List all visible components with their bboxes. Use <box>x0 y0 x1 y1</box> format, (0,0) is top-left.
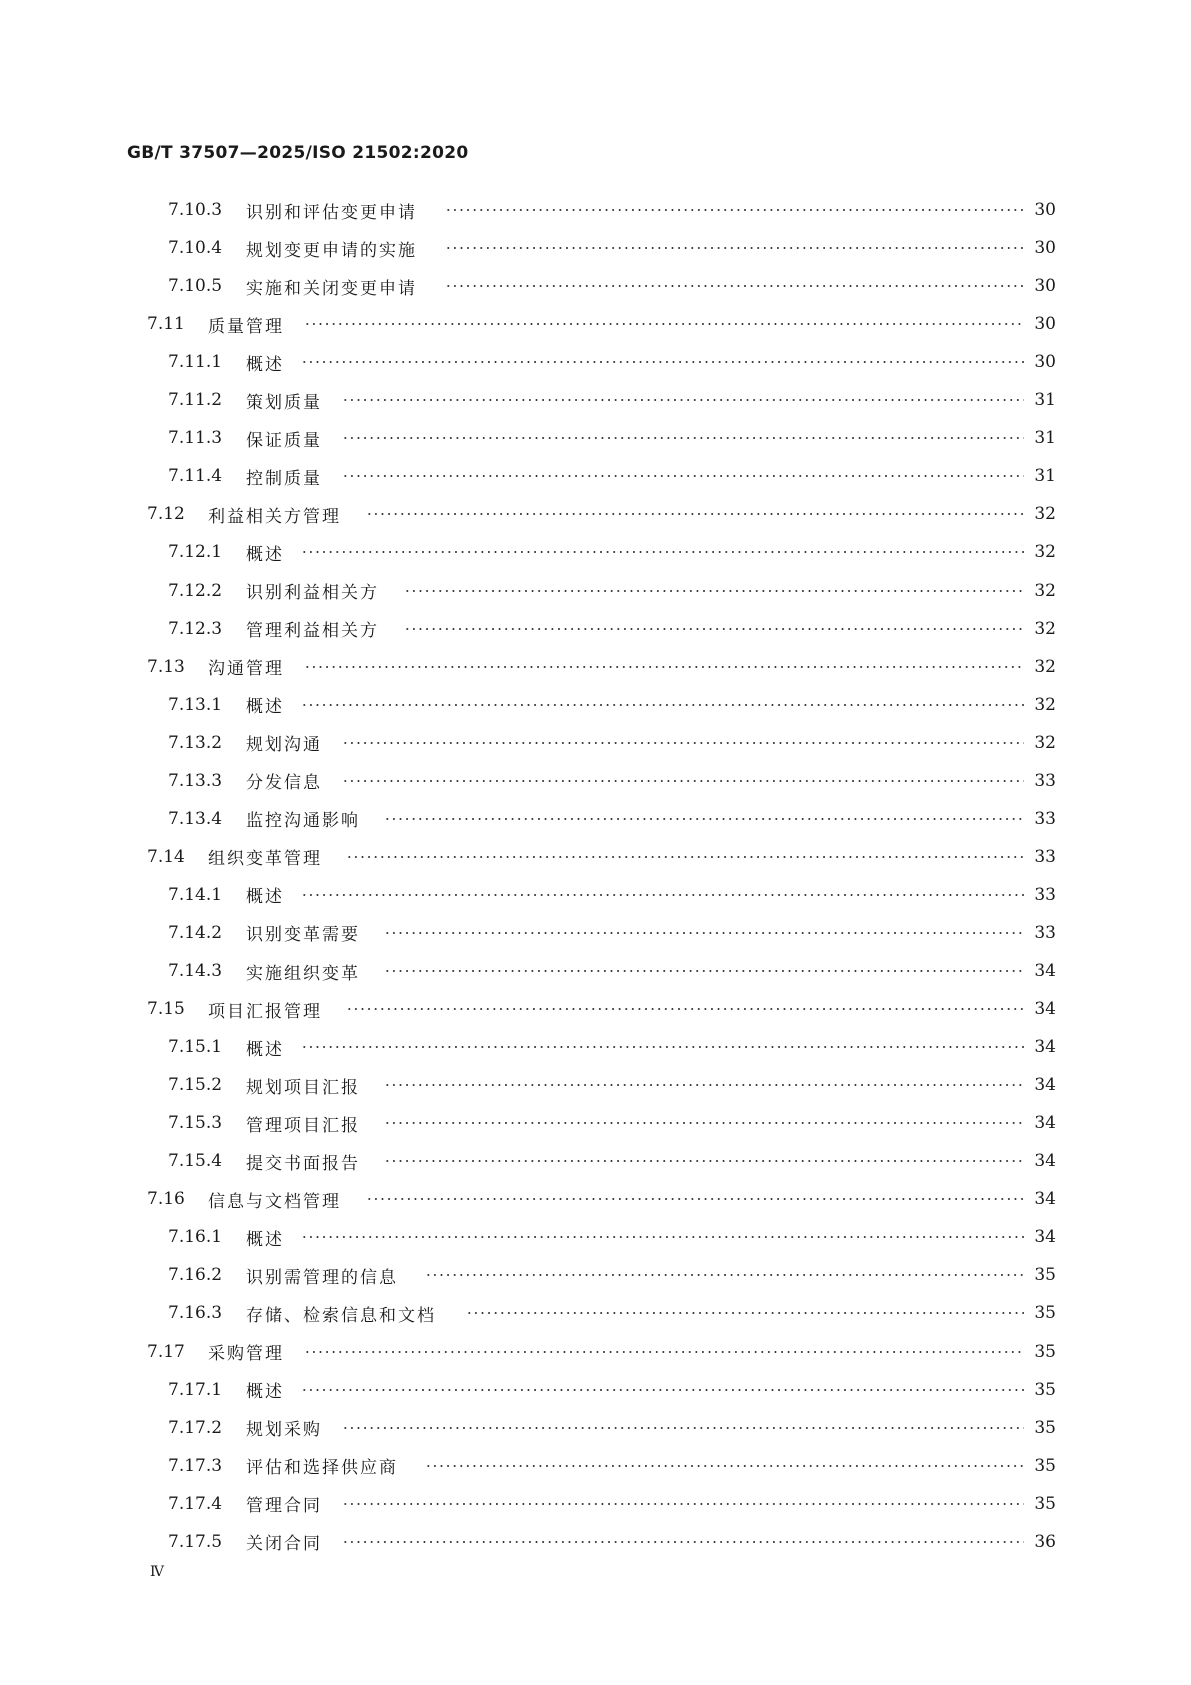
toc-entry[interactable] <box>0 610 1191 648</box>
toc-entry[interactable] <box>0 1333 1191 1371</box>
toc-entry-title: 沟通管理 <box>208 659 284 680</box>
toc-dot-leader <box>384 1160 1024 1162</box>
toc-entry-title: 关闭合同 <box>246 1534 322 1555</box>
toc-entry-number: 7.14.2 <box>168 922 223 943</box>
toc-dot-leader <box>304 1351 1024 1353</box>
toc-entry-title: 概述 <box>246 1382 284 1403</box>
toc-entry[interactable] <box>0 533 1191 571</box>
toc-entry-page: 34 <box>1034 1037 1056 1058</box>
toc-entry-number: 7.14.3 <box>168 961 223 981</box>
toc-dot-leader <box>342 742 1024 744</box>
toc-entry-page: 34 <box>1034 999 1056 1020</box>
toc-entry-number: 7.16.1 <box>168 1227 223 1248</box>
toc-entry-page: 30 <box>1034 200 1056 220</box>
toc-entry-page: 32 <box>1034 542 1056 563</box>
toc-dot-leader <box>425 1274 1024 1276</box>
toc-entry[interactable] <box>0 1104 1191 1142</box>
toc-entry-page: 35 <box>1034 1303 1056 1324</box>
toc-entry-title: 概述 <box>246 697 284 718</box>
toc-entry-number: 7.14 <box>147 846 185 867</box>
toc-entry-title: 项目汇报管理 <box>208 1001 322 1022</box>
toc-dot-leader <box>425 1465 1024 1467</box>
toc-entry-page: 33 <box>1034 846 1056 867</box>
toc-entry-page: 35 <box>1034 1493 1056 1514</box>
toc-dot-leader <box>342 437 1024 439</box>
toc-entry-page: 34 <box>1034 1113 1056 1134</box>
toc-entry-number: 7.15 <box>147 999 185 1020</box>
toc-entry-number: 7.12.2 <box>168 580 223 601</box>
toc-entry-number: 7.11.1 <box>168 352 223 373</box>
toc-entry-number: 7.13.3 <box>168 770 223 791</box>
toc-entry-title: 规划采购 <box>246 1420 322 1441</box>
toc-entry-title: 管理利益相关方 <box>246 621 379 642</box>
toc-entry-title: 识别利益相关方 <box>246 583 379 603</box>
toc-dot-leader <box>366 1198 1024 1200</box>
toc-dot-leader <box>384 818 1024 820</box>
toc-dot-leader <box>301 1236 1024 1238</box>
toc-entry-page: 32 <box>1034 694 1056 715</box>
toc-entry-page: 32 <box>1034 580 1056 601</box>
toc-entry[interactable] <box>0 648 1191 686</box>
toc-entry[interactable] <box>0 914 1191 952</box>
toc-entry[interactable] <box>0 876 1191 914</box>
toc-dot-leader <box>301 551 1024 553</box>
toc-entry-title: 概述 <box>246 354 284 375</box>
toc-dot-leader <box>342 1541 1024 1543</box>
toc-entry[interactable] <box>0 495 1191 533</box>
toc-entry-number: 7.15.2 <box>168 1075 223 1096</box>
toc-entry-page: 30 <box>1034 238 1056 259</box>
toc-entry-number: 7.15.3 <box>168 1113 223 1134</box>
toc-entry-number: 7.11.2 <box>168 390 223 411</box>
toc-entry[interactable] <box>0 990 1191 1028</box>
toc-entry[interactable] <box>0 1294 1191 1332</box>
toc-entry-page: 34 <box>1034 1189 1056 1210</box>
toc-entry[interactable] <box>0 457 1191 495</box>
toc-entry[interactable] <box>0 191 1191 229</box>
toc-dot-leader <box>342 475 1024 477</box>
toc-entry-title: 策划质量 <box>246 392 322 413</box>
toc-entry-number: 7.16.3 <box>168 1303 223 1324</box>
toc-entry-page: 31 <box>1034 390 1056 411</box>
toc-dot-leader <box>346 1008 1024 1010</box>
toc-entry-title: 概述 <box>246 1229 284 1250</box>
toc-entry-page: 32 <box>1034 656 1056 677</box>
toc-entry[interactable] <box>0 686 1191 724</box>
toc-dot-leader <box>366 513 1024 515</box>
toc-entry-number: 7.17.3 <box>168 1455 223 1476</box>
toc-entry[interactable] <box>0 381 1191 419</box>
toc-entry-title: 实施和关闭变更申请 <box>246 278 417 299</box>
toc-entry-title: 识别和评估变更申请 <box>246 202 417 223</box>
toc-entry[interactable] <box>0 572 1191 610</box>
toc-dot-leader <box>384 932 1024 934</box>
toc-entry-title: 控制质量 <box>246 468 322 489</box>
toc-entry-number: 7.17.4 <box>168 1493 223 1514</box>
standard-code-header: GB/T 37507—2025/ISO 21502:2020 <box>127 143 469 163</box>
page-number-footer: Ⅳ <box>150 1564 164 1580</box>
toc-entry-title: 实施组织变革 <box>246 963 360 984</box>
toc-entry[interactable] <box>0 1180 1191 1218</box>
toc-entry-title: 存储、检索信息和文档 <box>246 1305 436 1326</box>
toc-entry-page: 35 <box>1034 1379 1056 1400</box>
toc-entry[interactable] <box>0 800 1191 838</box>
toc-entry-page: 30 <box>1034 352 1056 373</box>
toc-entry-number: 7.12.3 <box>168 618 223 639</box>
toc-dot-leader <box>445 209 1024 211</box>
toc-entry-page: 30 <box>1034 314 1056 335</box>
toc-dot-leader <box>342 399 1024 401</box>
toc-dot-leader <box>301 1046 1024 1048</box>
toc-dot-leader <box>384 1084 1024 1086</box>
toc-entry[interactable] <box>0 1485 1191 1523</box>
toc-entry-page: 32 <box>1034 504 1056 525</box>
toc-entry-page: 35 <box>1034 1265 1056 1286</box>
toc-entry-page: 35 <box>1034 1341 1056 1362</box>
toc-entry-page: 32 <box>1034 732 1056 753</box>
toc-entry-number: 7.16.2 <box>168 1265 223 1286</box>
toc-dot-leader <box>342 1427 1024 1429</box>
toc-entry[interactable] <box>0 1256 1191 1294</box>
toc-entry-page: 33 <box>1034 884 1056 905</box>
toc-dot-leader <box>301 1389 1024 1391</box>
toc-entry[interactable] <box>0 1371 1191 1409</box>
toc-entry[interactable] <box>0 343 1191 381</box>
toc-entry-number: 7.17 <box>147 1341 185 1362</box>
toc-dot-leader <box>304 666 1024 668</box>
toc-entry[interactable] <box>0 838 1191 876</box>
toc-entry-number: 7.14.1 <box>168 884 223 905</box>
toc-entry[interactable] <box>0 1409 1191 1447</box>
toc-dot-leader <box>301 704 1024 706</box>
toc-entry-title: 识别需管理的信息 <box>246 1267 398 1288</box>
toc-entry-title: 质量管理 <box>208 316 284 337</box>
toc-entry-number: 7.13.1 <box>168 694 223 715</box>
toc-dot-leader <box>404 628 1024 630</box>
toc-dot-leader <box>304 323 1024 325</box>
toc-entry-number: 7.16 <box>147 1189 185 1210</box>
toc-entry-number: 7.17.1 <box>168 1379 223 1400</box>
toc-entry-number: 7.11.4 <box>168 466 223 487</box>
toc-dot-leader <box>445 285 1024 287</box>
toc-dot-leader <box>445 247 1024 249</box>
toc-entry-title: 规划项目汇报 <box>246 1077 360 1098</box>
toc-dot-leader <box>404 590 1024 592</box>
toc-entry-page: 31 <box>1034 428 1056 449</box>
toc-entry-title: 规划沟通 <box>246 735 322 756</box>
toc-entry-page: 33 <box>1034 808 1056 829</box>
toc-dot-leader <box>301 361 1024 363</box>
toc-entry-page: 34 <box>1034 1151 1056 1172</box>
toc-dot-leader <box>346 856 1024 858</box>
toc-entry-title: 保证质量 <box>246 430 322 451</box>
toc-entry-number: 7.12.1 <box>168 542 223 563</box>
toc-entry-title: 监控沟通影响 <box>246 811 360 832</box>
toc-entry-page: 35 <box>1034 1455 1056 1476</box>
toc-entry-title: 管理合同 <box>246 1496 322 1517</box>
toc-entry[interactable] <box>0 1447 1191 1485</box>
toc-entry-page: 35 <box>1034 1417 1056 1438</box>
toc-entry-title: 管理项目汇报 <box>246 1115 360 1136</box>
toc-entry[interactable] <box>0 267 1191 305</box>
toc-entry-number: 7.13.4 <box>168 808 223 829</box>
toc-entry[interactable] <box>0 1066 1191 1104</box>
toc-entry-title: 分发信息 <box>246 773 322 794</box>
toc-entry-number: 7.13 <box>147 656 185 677</box>
toc-dot-leader <box>384 1122 1024 1124</box>
toc-entry-number: 7.13.2 <box>168 732 223 753</box>
toc-entry-title: 概述 <box>246 544 284 565</box>
toc-entry-number: 7.11.3 <box>168 428 223 449</box>
toc-entry-number: 7.15.1 <box>168 1037 223 1058</box>
toc-entry[interactable] <box>0 1028 1191 1066</box>
toc-entry-page: 34 <box>1034 961 1056 981</box>
toc-entry-page: 30 <box>1034 276 1056 297</box>
toc-entry[interactable] <box>0 1142 1191 1180</box>
toc-entry-title: 采购管理 <box>208 1344 284 1364</box>
toc-entry-number: 7.17.2 <box>168 1417 223 1438</box>
toc-entry[interactable] <box>0 724 1191 762</box>
toc-entry-title: 规划变更申请的实施 <box>246 240 417 261</box>
toc-entry-number: 7.17.5 <box>168 1531 223 1552</box>
toc-entry-title: 组织变革管理 <box>208 849 322 870</box>
toc-entry-page: 33 <box>1034 770 1056 791</box>
toc-entry-number: 7.10.3 <box>168 200 223 220</box>
toc-entry-number: 7.10.4 <box>168 238 223 259</box>
toc-entry-title: 评估和选择供应商 <box>246 1458 398 1479</box>
toc-entry-title: 信息与文档管理 <box>208 1191 341 1212</box>
toc-entry[interactable] <box>0 419 1191 457</box>
toc-dot-leader <box>384 970 1024 972</box>
toc-entry-title: 提交书面报告 <box>246 1153 360 1174</box>
toc-entry-page: 34 <box>1034 1227 1056 1248</box>
toc-entry-page: 33 <box>1034 922 1056 943</box>
toc-dot-leader <box>342 1503 1024 1505</box>
toc-entry[interactable] <box>0 762 1191 800</box>
toc-entry-title: 识别变革需要 <box>246 925 360 946</box>
toc-entry-page: 31 <box>1034 466 1056 487</box>
toc-entry-number: 7.10.5 <box>168 276 223 297</box>
toc-entry[interactable] <box>0 1218 1191 1256</box>
toc-entry-number: 7.15.4 <box>168 1151 223 1172</box>
toc-entry-page: 36 <box>1034 1531 1056 1552</box>
toc-entry[interactable] <box>0 1523 1191 1561</box>
toc-entry[interactable] <box>0 305 1191 343</box>
toc-entry-page: 34 <box>1034 1075 1056 1096</box>
toc-entry-number: 7.12 <box>147 504 185 525</box>
toc-dot-leader <box>301 894 1024 896</box>
toc-entry-title: 概述 <box>246 1039 284 1060</box>
toc-entry-title: 利益相关方管理 <box>208 506 341 527</box>
toc-dot-leader <box>466 1312 1024 1314</box>
toc-entry-number: 7.11 <box>147 314 185 335</box>
toc-dot-leader <box>342 780 1024 782</box>
toc-entry[interactable] <box>0 952 1191 990</box>
toc-entry-page: 32 <box>1034 618 1056 639</box>
toc-entry[interactable] <box>0 229 1191 267</box>
toc-entry-title: 概述 <box>246 887 284 908</box>
